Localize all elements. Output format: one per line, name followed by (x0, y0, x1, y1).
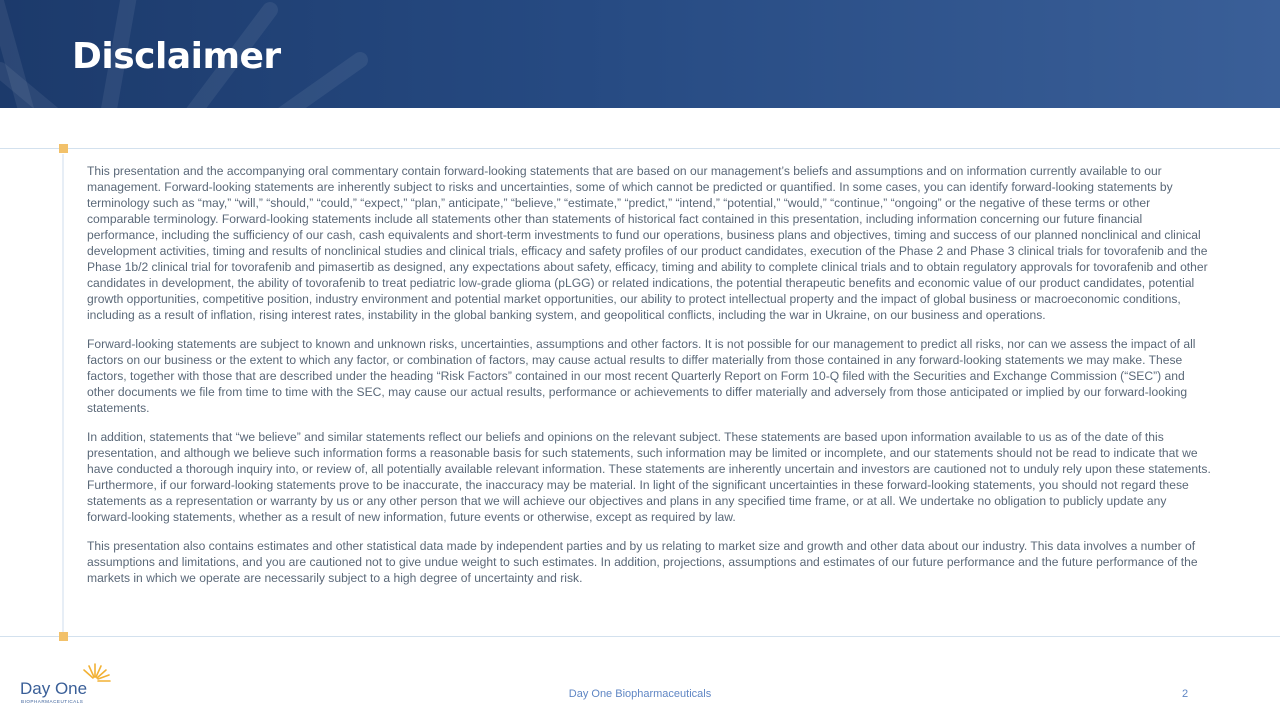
footer-company: Day One Biopharmaceuticals (568, 688, 712, 700)
page-title: Disclaimer (72, 36, 281, 77)
top-divider (0, 148, 1280, 149)
page-number: 2 (1182, 688, 1189, 700)
bottom-divider (0, 636, 1280, 637)
disclaimer-paragraph: This presentation and the accompanying oral commentary contain forward-looking statements that are based on our management’s beliefs and assumptions and on information currently available to our management. Forward-looking statements are inherently subject to risks and uncertainties, some of which cannot be predicted or quantified. In some cases, you can identify forward-looking statements by terminology such as “may,” “will,” “should,” “could,” “expect,” “plan,” anticipate,” “believe,” “estimate,” “predict,” “intend,” “potential,” “would,” “continue,” “ongoing” or the negative of these terms or other comparable terminology. Forward-looking statements include all statements other than statements of historical fact contained in this presentation, including information concerning our future financial performance, including the sufficiency of our cash, cash equivalents and short-term investments to fund our operations, business plans and objectives, timing and success of our planned nonclinical and clinical development activities, timing and results of nonclinical studies and clinical trials, efficacy and safety profiles of our product candidates, execution of the Phase 2 and Phase 3 clinical trials for tovorafenib and the Phase 1b/2 clinical trial for tovorafenib and pimasertib as designed, any expectations about safety, efficacy, timing and ability to complete clinical trials and to obtain regulatory approvals for tovorafenib and other candidates in development, the ability of tovorafenib to treat pediatric low-grade glioma (pLGG) or related indications, the potential therapeutic benefits and economic value of our product candidates, potential growth opportunities, competitive position, industry environment and potential market opportunities, our ability to protect intellectual property and the impact of global business or macroeconomic conditions, including as a result of inflation, rising interest rates, instability in the global banking system, and geopolitical conflicts, including the war in Ukraine, on our business and operations. (87, 164, 1208, 322)
disclaimer-paragraph: Forward-looking statements are subject to known and unknown risks, uncertainties, assumptions and other factors. It is not possible for our management to predict all risks, nor can we assess the impact of all factors on our business or the extent to which any factor, or combination of factors, may cause actual results to differ materially from those contained in any forward-looking statements we may make. These factors, together with those that are described under the heading “Risk Factors” contained in our most recent Quarterly Report on Form 10-Q filed with the Securities and Exchange Commission (“SEC”) and other documents we file from time to time with the SEC, may cause our actual results, performance or achievements to differ materially and adversely from those anticipated or implied by our forward-looking statements. (87, 337, 1196, 415)
accent-square-top (59, 144, 68, 153)
vertical-guide-line (62, 154, 64, 632)
logo-name: Day One (20, 679, 88, 698)
disclaimer-text (87, 163, 1212, 599)
logo-subtitle: BIOPHARMACEUTICALS (21, 699, 84, 704)
sunburst-icon (84, 664, 110, 681)
disclaimer-paragraph: In addition, statements that “we believe” and similar statements reflect our beliefs and opinions on the relevant subject. These statements are based upon information available to us as of the date of this presentation, and although we believe such information forms a reasonable basis for such statements, such information may be limited or incomplete, and our statements should not be read to indicate that we have conducted a thorough inquiry into, or review of, all potentially available relevant information. These statements are inherently uncertain and investors are cautioned not to unduly rely upon these statements. Furthermore, if our forward-looking statements prove to be inaccurate, the inaccuracy may be material. In light of the significant uncertainties in these forward-looking statements, you should not regard these statements as a representation or warranty by us or any other person that we will achieve our objectives and plans in any specified time frame, or at all. We undertake no obligation to publicly update any forward-looking statements, whether as a result of new information, future events or otherwise, except as required by law. (87, 430, 1211, 524)
accent-square-bottom (59, 632, 68, 641)
header-banner (0, 0, 1280, 108)
disclaimer-paragraph: This presentation also contains estimates and other statistical data made by independent parties and by us relating to market size and growth and other data about our industry. This data involves a number of assumptions and limitations, and you are cautioned not to give undue weight to such estimates. In addition, projections, assumptions and estimates of our future performance and the future performance of the markets in which we operate are necessarily subject to a high degree of uncertainty and risk. (87, 539, 1198, 585)
